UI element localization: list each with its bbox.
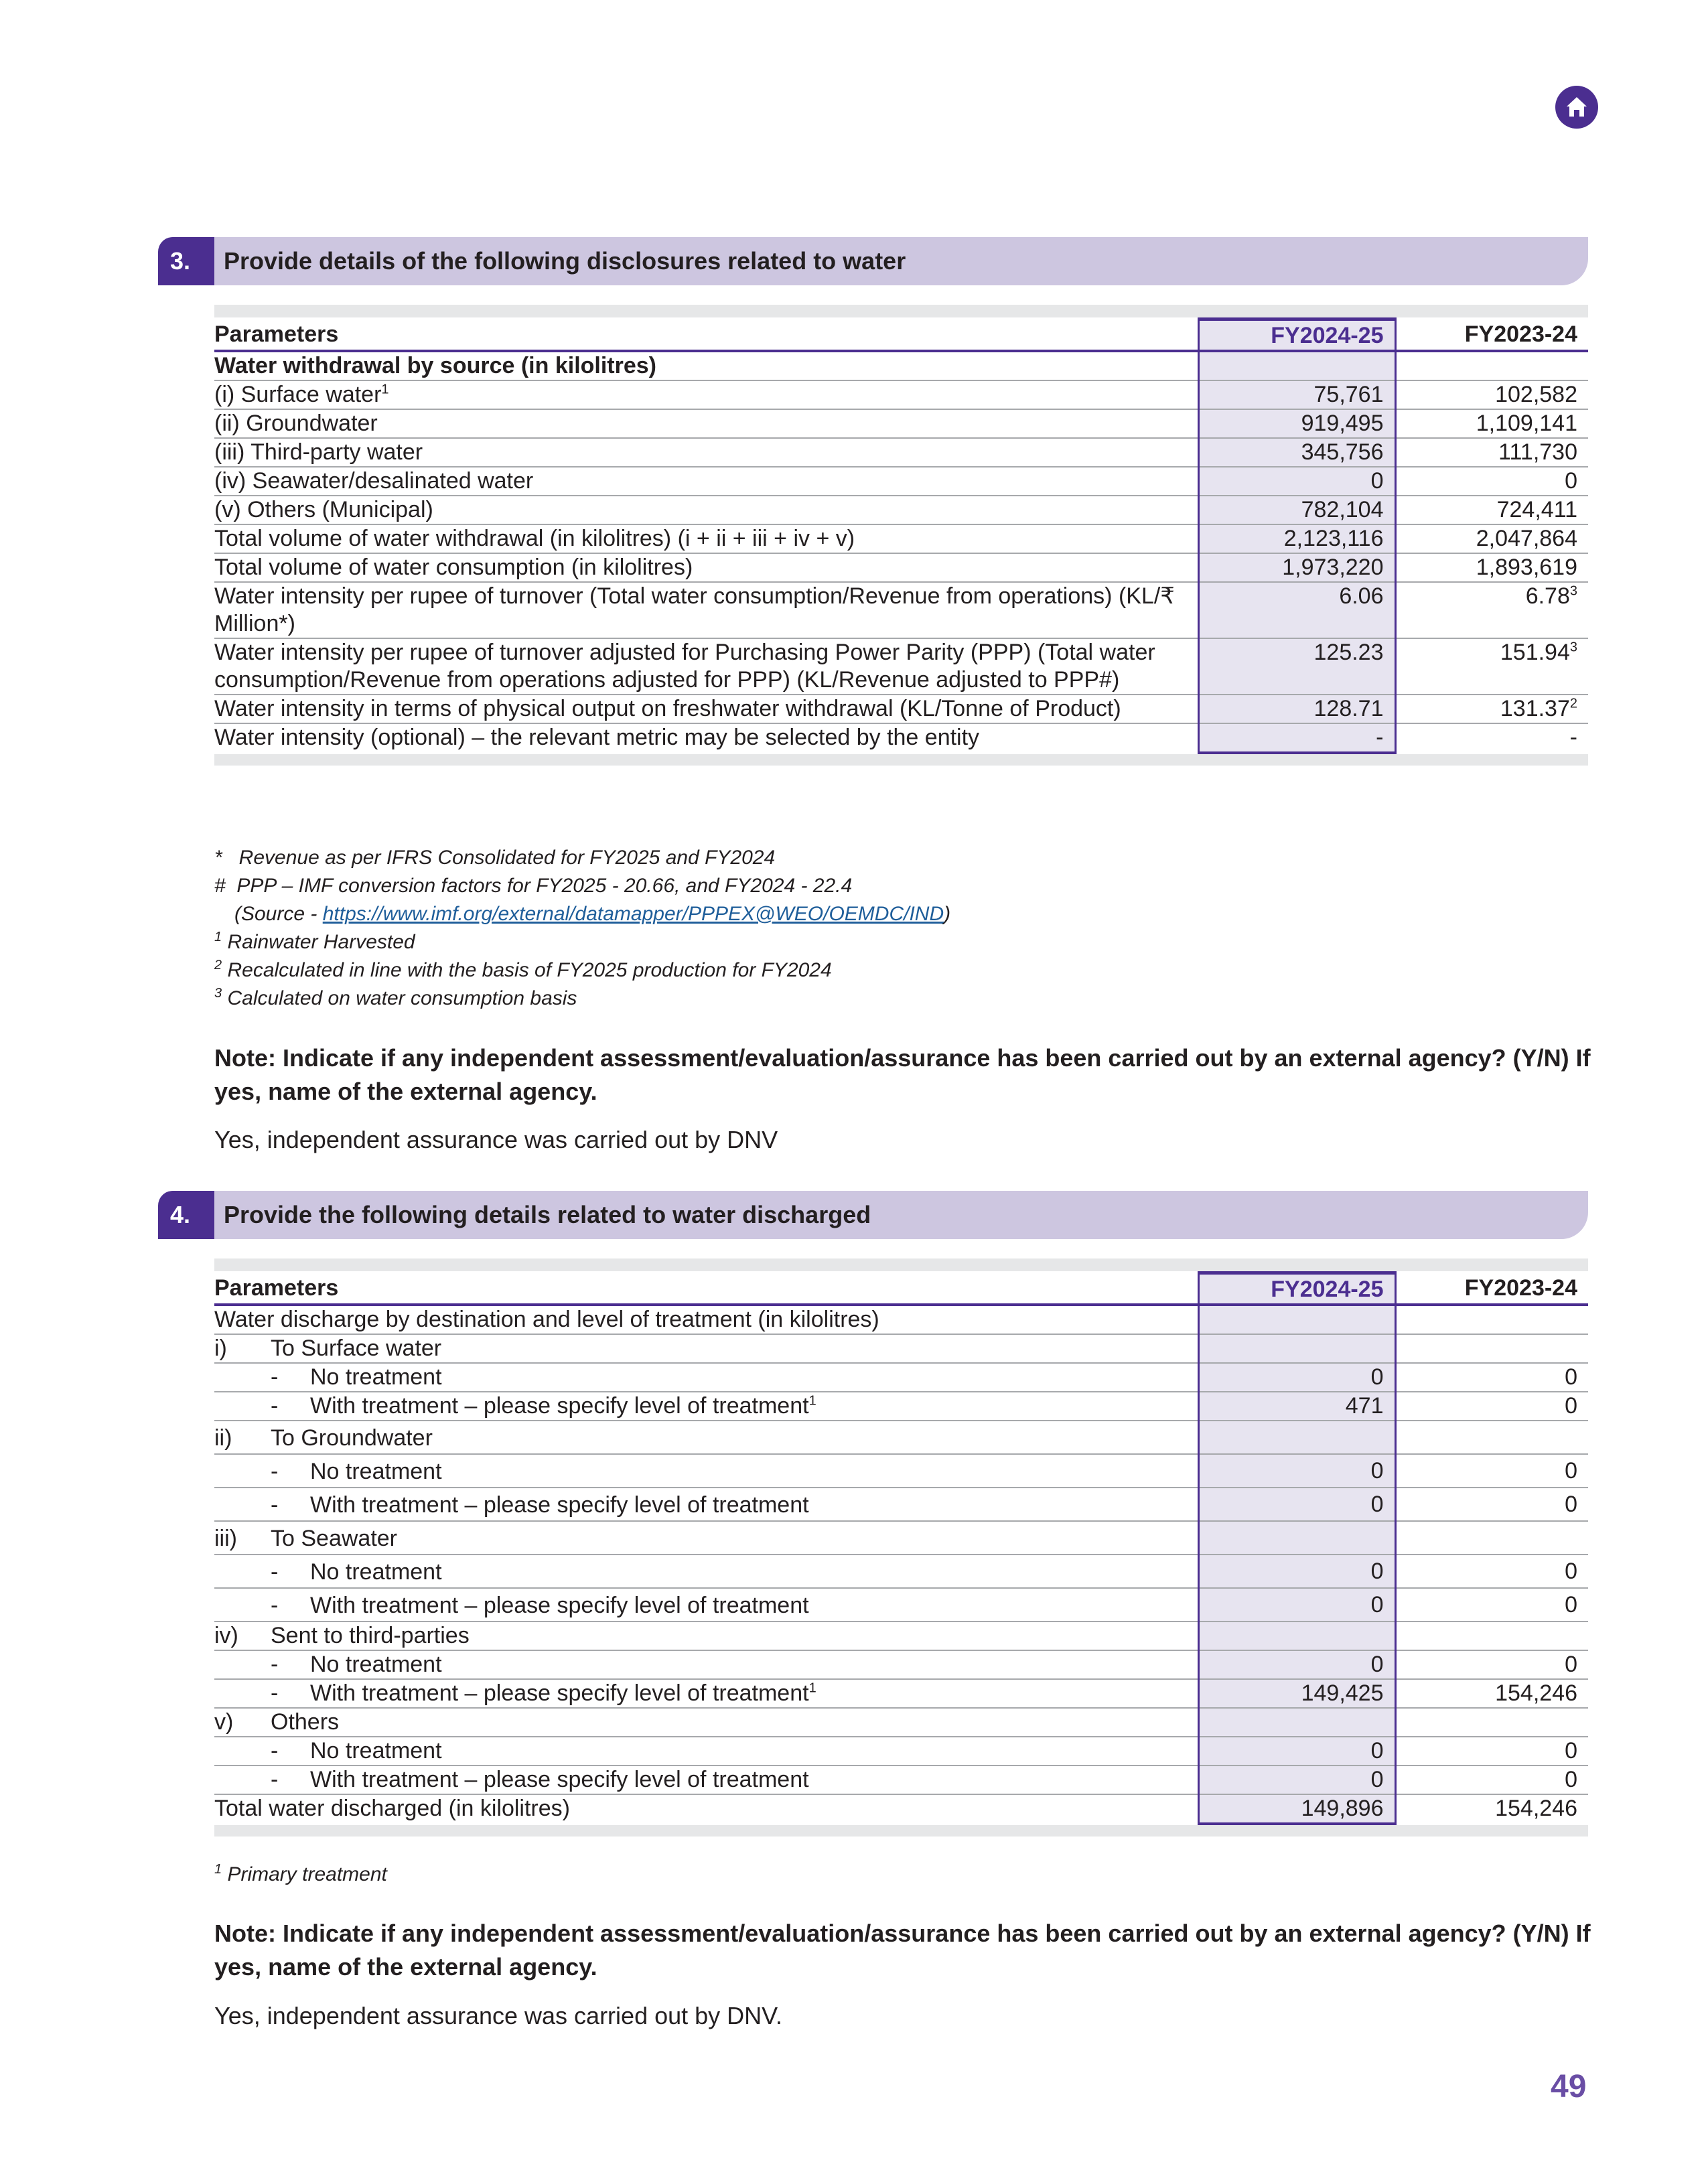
total-label: Total water discharged (in kilolitres) xyxy=(214,1794,1198,1824)
table-header-row xyxy=(214,1273,1588,1305)
previous-year-value: 0 xyxy=(1395,1737,1588,1766)
previous-year-value: 0 xyxy=(1395,1650,1588,1679)
table-bottom-bar xyxy=(214,754,1588,766)
section-number: 3. xyxy=(158,237,214,285)
table-row xyxy=(214,409,1588,438)
current-year-value: 0 xyxy=(1198,1454,1395,1488)
destination-row xyxy=(214,1421,1588,1454)
destination-row xyxy=(214,1334,1588,1363)
current-year-value: 1,973,220 xyxy=(1198,553,1395,582)
previous-year-value: 154,246 xyxy=(1395,1679,1588,1708)
treatment-row xyxy=(214,1488,1588,1521)
row-label: Water intensity per rupee of turnover (Total water consumption/Revenue from operations) (KL/₹ Million*) xyxy=(214,582,1198,638)
previous-year-value: 0 xyxy=(1395,1588,1588,1622)
current-year-value: 0 xyxy=(1198,1737,1395,1766)
treatment-label: - No treatment xyxy=(214,1454,1198,1488)
header-current-year: FY2024-25 xyxy=(1198,319,1395,352)
current-year-value: 471 xyxy=(1198,1392,1395,1421)
treatment-label: - With treatment – please specify level of treatment xyxy=(214,1766,1198,1794)
section-4-header xyxy=(158,1191,1588,1239)
previous-year-value: 0 xyxy=(1395,1766,1588,1794)
previous-year-value: 1,893,619 xyxy=(1395,553,1588,582)
previous-year-value: 111,730 xyxy=(1395,438,1588,467)
footnote-hash: # PPP – IMF conversion factors for FY2025 - 20.66, and FY2024 - 22.4 xyxy=(214,875,853,897)
destination-label: ii) To Groundwater xyxy=(214,1421,1198,1454)
water-withdrawal-table xyxy=(214,305,1588,766)
previous-year-value: 0 xyxy=(1395,1555,1588,1588)
footnote-2: $^2$ Recalculated in line with the basis of FY2025 production for FY2024 xyxy=(214,958,832,981)
header-previous-year: FY2023-24 xyxy=(1395,319,1588,352)
treatment-row xyxy=(214,1392,1588,1421)
row-label: Water intensity per rupee of turnover adjusted for Purchasing Power Parity (PPP) (Total water consumption/Revenue from operations adjusted for PPP) (KL/Revenue adjusted to PPP#) xyxy=(214,638,1198,695)
treatment-label: - With treatment – please specify level of treatment xyxy=(214,1488,1198,1521)
table-top-bar xyxy=(214,1258,1588,1271)
row-label: (v) Others (Municipal) xyxy=(214,496,1198,524)
row-label: (i) Surface water$^1$ xyxy=(214,380,1198,409)
section-4-note-question: Note: Indicate if any independent assessment/evaluation/assurance has been carried out by an external agency? (Y/N) If yes, name of the external agency. xyxy=(214,1920,1591,1981)
row-label: Water intensity in terms of physical output on freshwater withdrawal (KL/Tonne of Product) xyxy=(214,695,1198,723)
table-row xyxy=(214,582,1588,638)
imf-source-link[interactable]: https://www.imf.org/external/datamapper/PPPEX@WEO/OEMDC/IND xyxy=(322,903,944,925)
header-parameters: Parameters xyxy=(214,319,1198,352)
previous-year-value: 151.94$^3$ xyxy=(1395,638,1588,695)
footnote-star: * Revenue as per IFRS Consolidated for FY2025 and FY2024 xyxy=(214,847,776,869)
row-label: Total volume of water consumption (in kilolitres) xyxy=(214,553,1198,582)
table-top-bar xyxy=(214,305,1588,317)
row-label: Total volume of water withdrawal (in kilolitres) (i + ii + iii + iv + v) xyxy=(214,524,1198,553)
destination-label: i) To Surface water xyxy=(214,1334,1198,1363)
previous-year-value: 724,411 xyxy=(1395,496,1588,524)
treatment-row xyxy=(214,1555,1588,1588)
current-year-value: 0 xyxy=(1198,467,1395,496)
treatment-row xyxy=(214,1679,1588,1708)
current-year-value: 128.71 xyxy=(1198,695,1395,723)
current-year-value: 0 xyxy=(1198,1555,1395,1588)
current-year-value: 345,756 xyxy=(1198,438,1395,467)
table-row xyxy=(214,553,1588,582)
treatment-label: - With treatment – please specify level of treatment$^1$ xyxy=(214,1392,1198,1421)
previous-year-value: 0 xyxy=(1395,1392,1588,1421)
row-label: (iii) Third-party water xyxy=(214,438,1198,467)
row-label: (ii) Groundwater xyxy=(214,409,1198,438)
current-year-value: 125.23 xyxy=(1198,638,1395,695)
table-row xyxy=(214,438,1588,467)
section-title: Provide details of the following disclosures related to water xyxy=(214,237,1588,285)
treatment-row xyxy=(214,1737,1588,1766)
section-3-note-answer: Yes, independent assurance was carried out by DNV xyxy=(214,1126,778,1153)
treatment-label: - With treatment – please specify level of treatment$^1$ xyxy=(214,1679,1198,1708)
treatment-label: - No treatment xyxy=(214,1363,1198,1392)
current-year-value: 919,495 xyxy=(1198,409,1395,438)
header-current-year: FY2024-25 xyxy=(1198,1273,1395,1305)
treatment-label: - No treatment xyxy=(214,1737,1198,1766)
previous-year-value: 0 xyxy=(1395,1488,1588,1521)
table-row xyxy=(214,496,1588,524)
treatment-row xyxy=(214,1588,1588,1622)
treatment-row xyxy=(214,1454,1588,1488)
section-3-note-question: Note: Indicate if any independent assessment/evaluation/assurance has been carried out by an external agency? (Y/N) If yes, name of the external agency. xyxy=(214,1044,1591,1105)
section-3-header xyxy=(158,237,1588,285)
group-label: Water withdrawal by source (in kilolitres) xyxy=(214,353,656,378)
header-previous-year: FY2023-24 xyxy=(1395,1273,1588,1305)
previous-year-value: 0 xyxy=(1395,1363,1588,1392)
previous-year-value: - xyxy=(1395,723,1588,753)
current-year-value: 0 xyxy=(1198,1363,1395,1392)
current-year-value: 0 xyxy=(1198,1766,1395,1794)
current-year-value: 2,123,116 xyxy=(1198,524,1395,553)
section-4-footnotes xyxy=(214,1861,387,1889)
treatment-row xyxy=(214,1363,1588,1392)
table-row xyxy=(214,524,1588,553)
page-number: 49 xyxy=(1551,2069,1587,2104)
current-year-value: 782,104 xyxy=(1198,496,1395,524)
table-row xyxy=(214,638,1588,695)
row-label: (iv) Seawater/desalinated water xyxy=(214,467,1198,496)
destination-label: iv) Sent to third-parties xyxy=(214,1622,1198,1650)
section-number: 4. xyxy=(158,1191,214,1239)
current-year-value: 149,425 xyxy=(1198,1679,1395,1708)
current-year-value: 75,761 xyxy=(1198,380,1395,409)
treatment-label: - No treatment xyxy=(214,1650,1198,1679)
home-icon[interactable] xyxy=(1555,86,1598,129)
current-year-value: 6.06 xyxy=(1198,582,1395,638)
table-header-row xyxy=(214,319,1588,352)
table-row xyxy=(214,467,1588,496)
water-discharge-table xyxy=(214,1258,1588,1837)
footnote-3: $^3$ Calculated on water consumption basis xyxy=(214,986,577,1009)
previous-year-value: 102,582 xyxy=(1395,380,1588,409)
total-row xyxy=(214,1794,1588,1824)
treatment-label: - With treatment – please specify level of treatment xyxy=(214,1588,1198,1622)
footnote-1: $^1$ Rainwater Harvested xyxy=(214,930,415,953)
treatment-row xyxy=(214,1766,1588,1794)
destination-label: iii) To Seawater xyxy=(214,1521,1198,1555)
treatment-label: - No treatment xyxy=(214,1555,1198,1588)
current-year-value: 0 xyxy=(1198,1650,1395,1679)
table-row xyxy=(214,380,1588,409)
destination-label: v) Others xyxy=(214,1708,1198,1737)
house-glyph xyxy=(1563,94,1590,121)
previous-year-value: 0 xyxy=(1395,467,1588,496)
previous-year-value: 6.78$^3$ xyxy=(1395,582,1588,638)
section-3-footnotes xyxy=(214,844,950,1013)
header-parameters: Parameters xyxy=(214,1273,1198,1305)
previous-year-value: 1,109,141 xyxy=(1395,409,1588,438)
table-bottom-bar xyxy=(214,1825,1588,1837)
table-row xyxy=(214,723,1588,753)
footnote-source: (Source - https://www.imf.org/external/datamapper/PPPEX@WEO/OEMDC/IND) xyxy=(234,903,951,925)
table-row xyxy=(214,695,1588,723)
current-year-value: 0 xyxy=(1198,1588,1395,1622)
previous-year-value: 0 xyxy=(1395,1454,1588,1488)
treatment-row xyxy=(214,1650,1588,1679)
footnote-1: $^1$ Primary treatment xyxy=(214,1862,387,1885)
current-year-value: 0 xyxy=(1198,1488,1395,1521)
destination-row xyxy=(214,1708,1588,1737)
section-4-note-answer: Yes, independent assurance was carried out by DNV. xyxy=(214,2002,782,2029)
destination-row xyxy=(214,1622,1588,1650)
previous-year-value: 131.37$^2$ xyxy=(1395,695,1588,723)
destination-row xyxy=(214,1521,1588,1555)
table-group-row xyxy=(214,351,1588,380)
group-label: Water discharge by destination and level of treatment (in kilolitres) xyxy=(214,1307,879,1332)
current-year-value: - xyxy=(1198,723,1395,753)
current-year-total: 149,896 xyxy=(1198,1794,1395,1824)
table-group-row xyxy=(214,1305,1588,1334)
row-label: Water intensity (optional) – the relevant metric may be selected by the entity xyxy=(214,723,1198,753)
previous-year-value: 2,047,864 xyxy=(1395,524,1588,553)
section-title: Provide the following details related to water discharged xyxy=(214,1191,1588,1239)
previous-year-total: 154,246 xyxy=(1395,1794,1588,1824)
